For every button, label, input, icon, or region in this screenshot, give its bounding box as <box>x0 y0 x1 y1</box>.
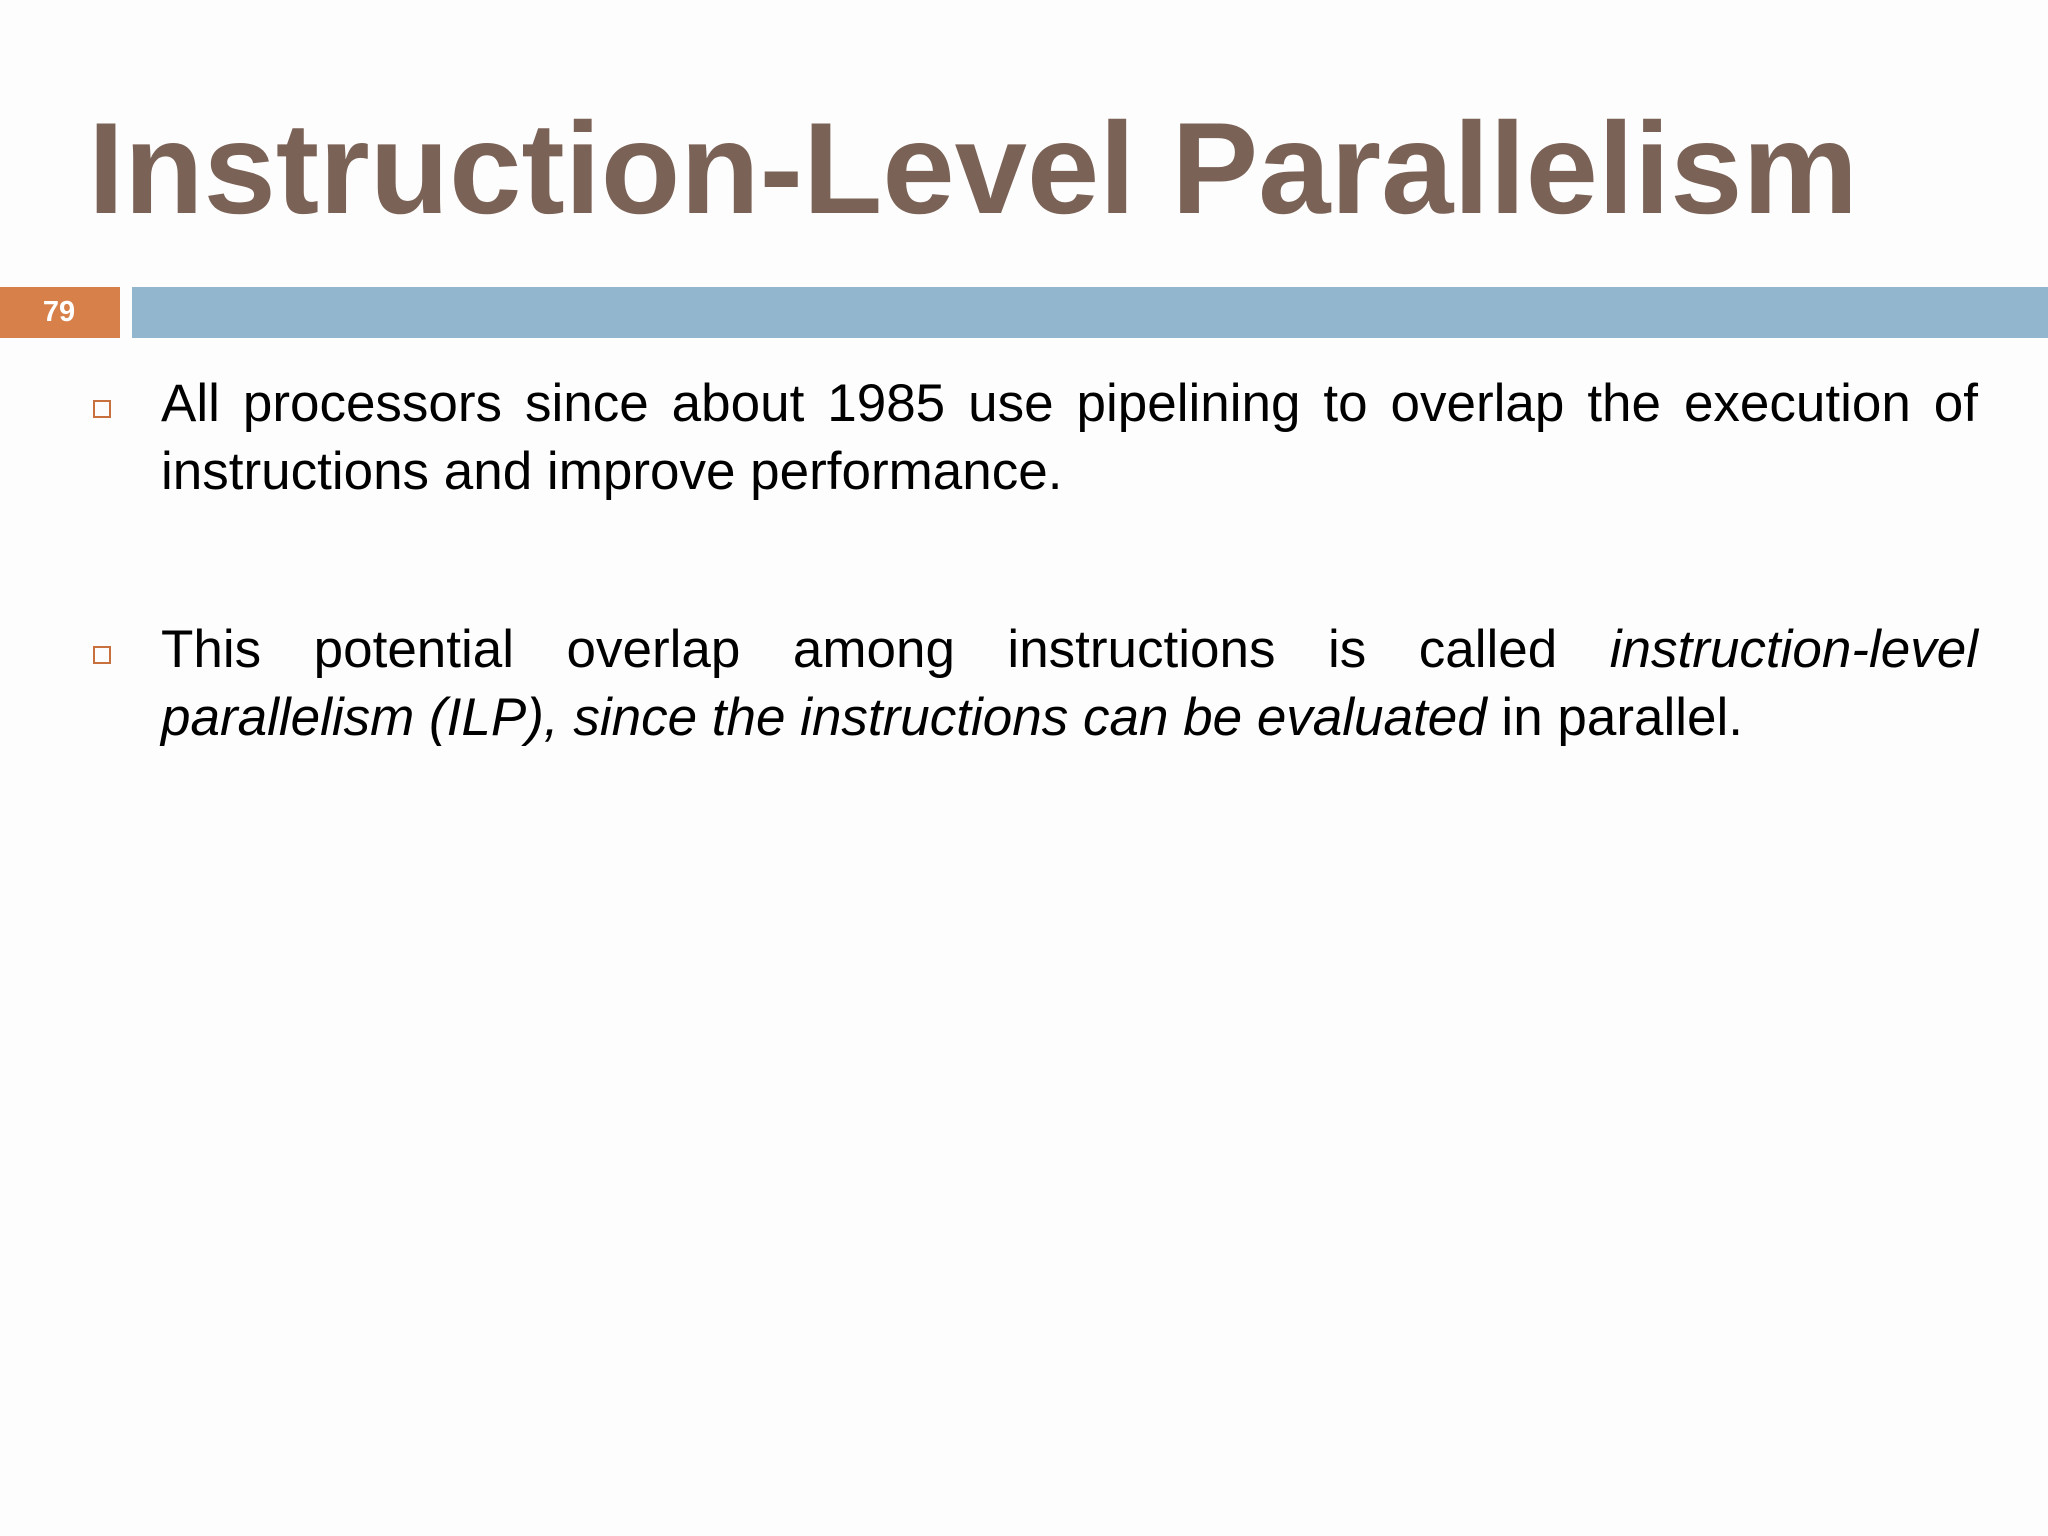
bullet-text-regular: This potential overlap among instructions is called <box>161 620 1610 679</box>
bullet-text-italic: instruction-level parallelism (ILP), since the instructions can be evaluated <box>161 620 1978 747</box>
bullet-item <box>88 370 1978 506</box>
bullet-list <box>88 370 1978 752</box>
slide-number-badge: 79 <box>0 287 120 338</box>
header-divider-bar <box>132 287 2048 338</box>
bullet-text: All processors since about 1985 use pipelining to overlap the execution of instructions and improve performance. <box>161 374 1978 501</box>
bullet-text-regular-end: in parallel. <box>1486 688 1743 747</box>
square-bullet-icon <box>93 400 111 418</box>
square-bullet-icon <box>93 646 111 664</box>
slide-title: Instruction-Level Parallelism <box>88 95 1859 241</box>
bullet-item <box>88 616 1978 752</box>
